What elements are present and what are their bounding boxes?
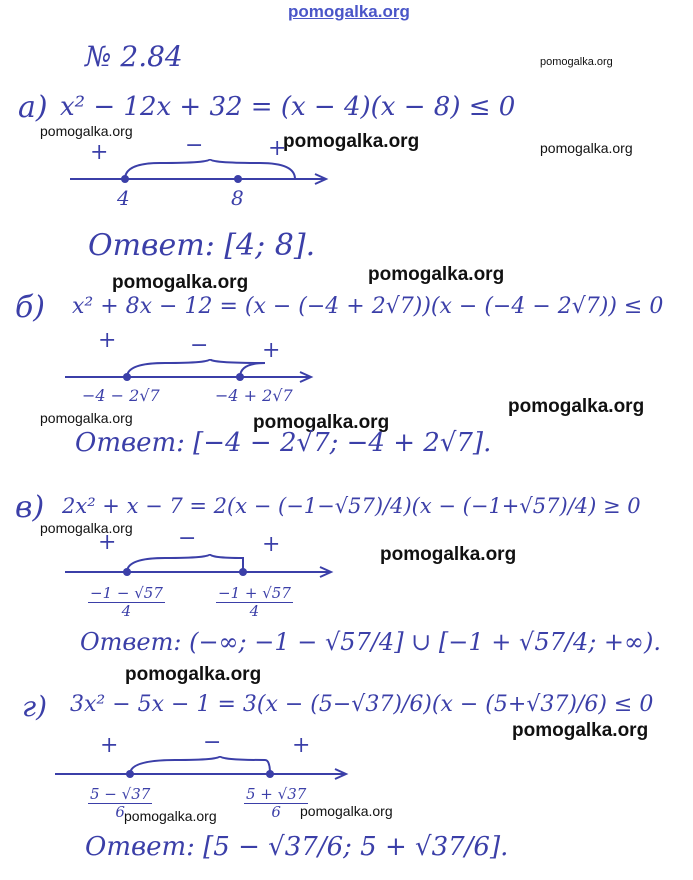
point-fraction xyxy=(244,786,308,822)
point-label: 4 xyxy=(117,186,130,210)
part-g-equation: 3x² − 5x − 1 = 3(x − (5−√37)/6)(x − (5+√37)/6) ≤ 0 xyxy=(70,692,654,717)
sign-positive: + xyxy=(98,530,117,555)
number-line-g xyxy=(55,752,355,786)
fraction-denominator: 4 xyxy=(249,602,260,621)
sign-positive: + xyxy=(90,140,109,165)
watermark: pomogalka.org xyxy=(253,412,390,433)
sign-positive: + xyxy=(100,733,119,758)
watermark: pomogalka.org xyxy=(125,664,262,685)
watermark: pomogalka.org xyxy=(40,410,133,426)
sign-positive: + xyxy=(98,328,117,353)
sign-negative: − xyxy=(203,730,222,755)
fraction-numerator: 5 − √37 xyxy=(90,785,151,803)
part-b-equation: x² + 8x − 12 = (x − (−4 + 2√7))(x − (−4 − 2√7)) ≤ 0 xyxy=(72,294,664,319)
sign-positive: + xyxy=(268,136,287,161)
point-label: −4 + 2√7 xyxy=(215,386,293,405)
point-fraction xyxy=(216,585,293,621)
answer-a: Ответ: [4; 8]. xyxy=(88,228,316,263)
fraction-numerator: −1 + √57 xyxy=(218,584,291,602)
answer-v: Ответ: (−∞; −1 − √57/4] ∪ [−1 + √57/4; +∞). xyxy=(80,628,662,656)
watermark: pomogalka.org xyxy=(512,720,649,741)
part-v-label: в) xyxy=(15,490,45,525)
watermark: pomogalka.org xyxy=(283,131,420,152)
fraction-denominator: 6 xyxy=(271,803,281,822)
answer-b: Ответ: [−4 − 2√7; −4 + 2√7]. xyxy=(75,428,492,458)
fraction-denominator: 4 xyxy=(121,602,132,621)
number-line-a xyxy=(70,155,330,195)
answer-g: Ответ: [5 − √37/6; 5 + √37/6]. xyxy=(85,832,509,862)
point-fraction xyxy=(88,585,165,621)
part-a-equation: x² − 12x + 32 = (x − 4)(x − 8) ≤ 0 xyxy=(60,92,516,122)
problem-number: № 2.84 xyxy=(85,40,183,73)
sign-negative: − xyxy=(185,133,204,158)
part-v-equation: 2x² + x − 7 = 2(x − (−1−√57)/4)(x − (−1+√57)/4) ≥ 0 xyxy=(62,494,641,518)
watermark: pomogalka.org xyxy=(300,803,393,819)
fraction-numerator: −1 − √57 xyxy=(90,584,163,602)
fraction-denominator: 6 xyxy=(115,803,125,822)
number-line-b xyxy=(65,355,320,389)
watermark: pomogalka.org xyxy=(124,808,217,824)
watermark: pomogalka.org xyxy=(368,264,505,285)
watermark: pomogalka.org xyxy=(540,140,633,156)
watermark: pomogalka.org xyxy=(40,123,133,139)
part-g-label: г) xyxy=(22,690,48,723)
sign-negative: − xyxy=(178,526,197,551)
sign-positive: + xyxy=(292,733,311,758)
sign-positive: + xyxy=(262,532,281,557)
watermark: pomogalka.org xyxy=(508,396,645,417)
watermark: pomogalka.org xyxy=(540,56,613,68)
site-header-link[interactable]: pomogalka.org xyxy=(288,2,410,21)
point-label: −4 − 2√7 xyxy=(82,386,160,405)
fraction-numerator: 5 + √37 xyxy=(246,785,307,803)
sign-positive: + xyxy=(262,338,281,363)
sign-negative: − xyxy=(190,333,209,358)
point-label: 8 xyxy=(231,186,244,210)
watermark: pomogalka.org xyxy=(380,544,517,565)
watermark: pomogalka.org xyxy=(112,272,249,293)
number-line-v xyxy=(65,550,335,584)
part-a-label: а) xyxy=(18,90,48,125)
watermark: pomogalka.org xyxy=(40,520,133,536)
part-b-label: б) xyxy=(15,290,46,325)
